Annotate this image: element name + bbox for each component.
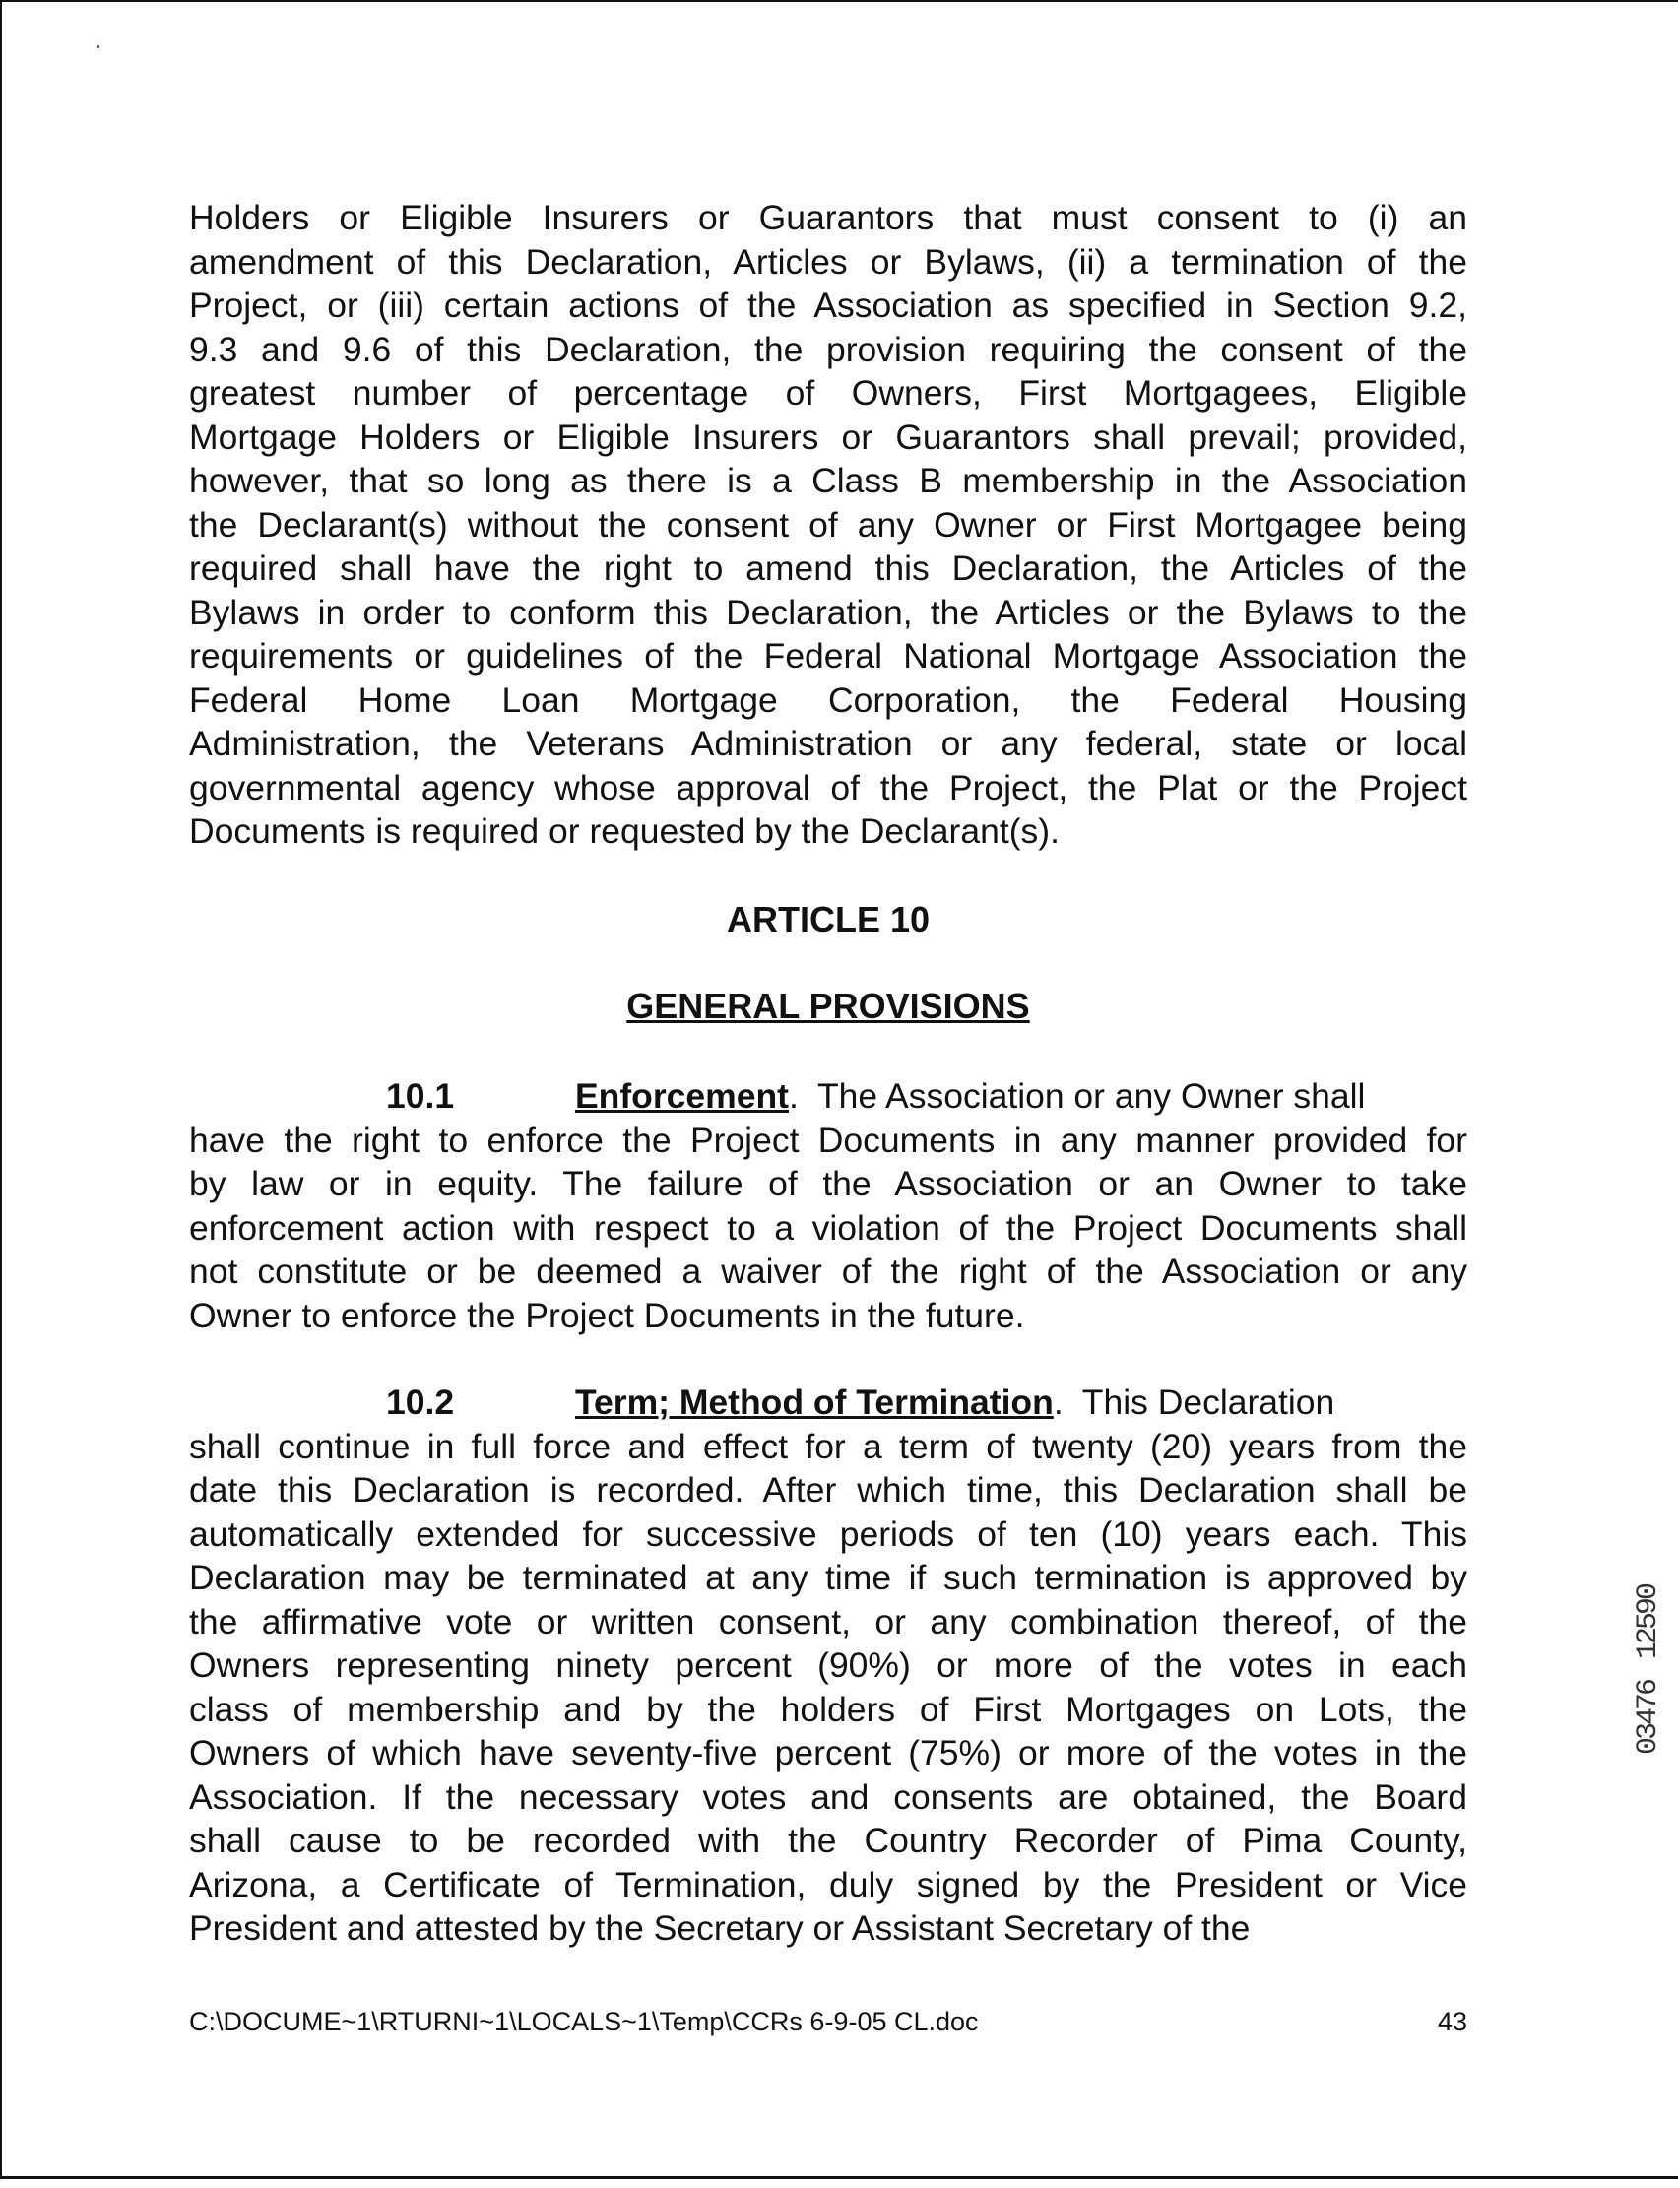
paragraph-line: Federal Home Loan Mortgage Corporation, the Federal Housing xyxy=(189,679,1467,720)
paragraph-line: have the right to enforce the Project Documents in any manner provided for xyxy=(189,1120,1467,1160)
scan-speck xyxy=(97,45,99,48)
paragraph-line: however, that so long as there is a Class B membership in the Association xyxy=(189,461,1467,500)
paragraph-line: greatest number of percentage of Owners, First Mortgagees, Eligible xyxy=(189,373,1467,413)
paragraph-line: by law or in equity. The failure of the Association or an Owner to take xyxy=(189,1164,1467,1203)
section-first-line-text: . The Association or any Owner shall xyxy=(789,1076,1366,1116)
paragraph-line: Bylaws in order to conform this Declaration, the Articles or the Bylaws to the xyxy=(189,592,1467,632)
paragraph-line: requirements or guidelines of the Federal National Mortgage Association the xyxy=(189,636,1467,676)
stamp-page: 03476 xyxy=(1632,1681,1665,1756)
paragraph-line: Project, or (iii) certain actions of the Association as specified in Section 9.2, xyxy=(189,286,1467,325)
article-heading: ARTICLE 10 xyxy=(726,899,931,939)
paragraph-line: shall continue in full force and effect for a term of twenty (20) years from the xyxy=(189,1426,1467,1466)
paragraph-line: Arizona, a Certificate of Termination, duly signed by the President or Vice xyxy=(189,1864,1467,1904)
stamp-docket: 12590 xyxy=(1632,1585,1665,1660)
section-first-line-text: . This Declaration xyxy=(1053,1383,1335,1422)
intro-paragraph xyxy=(189,196,1467,854)
section-first-line xyxy=(189,1074,1467,1119)
footer-file-path: C:\DOCUME~1\RTURNI~1\LOCALS~1\Temp\CCRs 6-9-05 CL.doc xyxy=(189,2007,979,2036)
paragraph-line: shall cause to be recorded with the Country Recorder of Pima County, xyxy=(189,1821,1467,1860)
paragraph-line: date this Declaration is recorded. After which time, this Declaration shall be xyxy=(189,1470,1467,1510)
section-title: Term; Method of Termination xyxy=(575,1383,1054,1422)
paragraph-line: governmental agency whose approval of the Project, the Plat or the Project xyxy=(189,767,1467,807)
paragraph-line: 9.3 and 9.6 of this Declaration, the provision requiring the consent of the xyxy=(189,329,1467,369)
paragraph-line: Administration, the Veterans Administration or any federal, state or local xyxy=(189,724,1467,763)
paragraph-line: enforcement action with respect to a violation of the Project Documents shall xyxy=(189,1207,1467,1248)
paragraph-line: the Declarant(s) without the consent of any Owner or First Mortgagee being xyxy=(189,504,1467,545)
paragraph-line: Holders or Eligible Insurers or Guarantors that must consent to (i) an xyxy=(189,198,1467,237)
paragraph-line: Declaration may be terminated at any time if such termination is approved by xyxy=(189,1558,1467,1597)
paragraph-line: required shall have the right to amend this Declaration, the Articles of the xyxy=(189,548,1467,588)
paragraph-line: Owners of which have seventy-five percent (75%) or more of the votes in the xyxy=(189,1733,1467,1772)
paragraph-line: Documents is required or requested by the Declarant(s). xyxy=(189,811,1060,851)
page-number: 43 xyxy=(1438,2007,1468,2036)
paragraph-line: Association. If the necessary votes and consents are obtained, the Board xyxy=(189,1776,1467,1817)
paragraph-line: the affirmative vote or written consent, or any combination thereof, of the xyxy=(189,1601,1467,1641)
section-10-2 xyxy=(189,1381,1467,1951)
section-title: Enforcement xyxy=(575,1076,789,1116)
recording-stamp xyxy=(1629,1585,1668,1841)
paragraph-line: class of membership and by the holders of First Mortgages on Lots, the xyxy=(189,1689,1467,1729)
paragraph-line: Owner to enforce the Project Documents in the future. xyxy=(189,1295,1025,1335)
paragraph-line: not constitute or be deemed a waiver of the right of the Association or any xyxy=(189,1252,1467,1291)
section-number: 10.2 xyxy=(386,1383,455,1422)
section-10-1 xyxy=(189,1074,1467,1337)
paragraph-line: automatically extended for successive periods of ten (10) years each. This xyxy=(189,1513,1467,1554)
section-number: 10.1 xyxy=(386,1076,455,1116)
paragraph-line: Mortgage Holders or Eligible Insurers or Guarantors shall prevail; provided, xyxy=(189,417,1467,457)
article-subheading: GENERAL PROVISIONS xyxy=(626,986,1030,1026)
paragraph-line: President and attested by the Secretary or Assistant Secretary of the xyxy=(189,1908,1251,1948)
section-first-line xyxy=(189,1381,1467,1425)
paragraph-line: amendment of this Declaration, Articles or Bylaws, (ii) a termination of the xyxy=(189,241,1467,282)
paragraph-line: Owners representing ninety percent (90%) or more of the votes in each xyxy=(189,1645,1467,1685)
